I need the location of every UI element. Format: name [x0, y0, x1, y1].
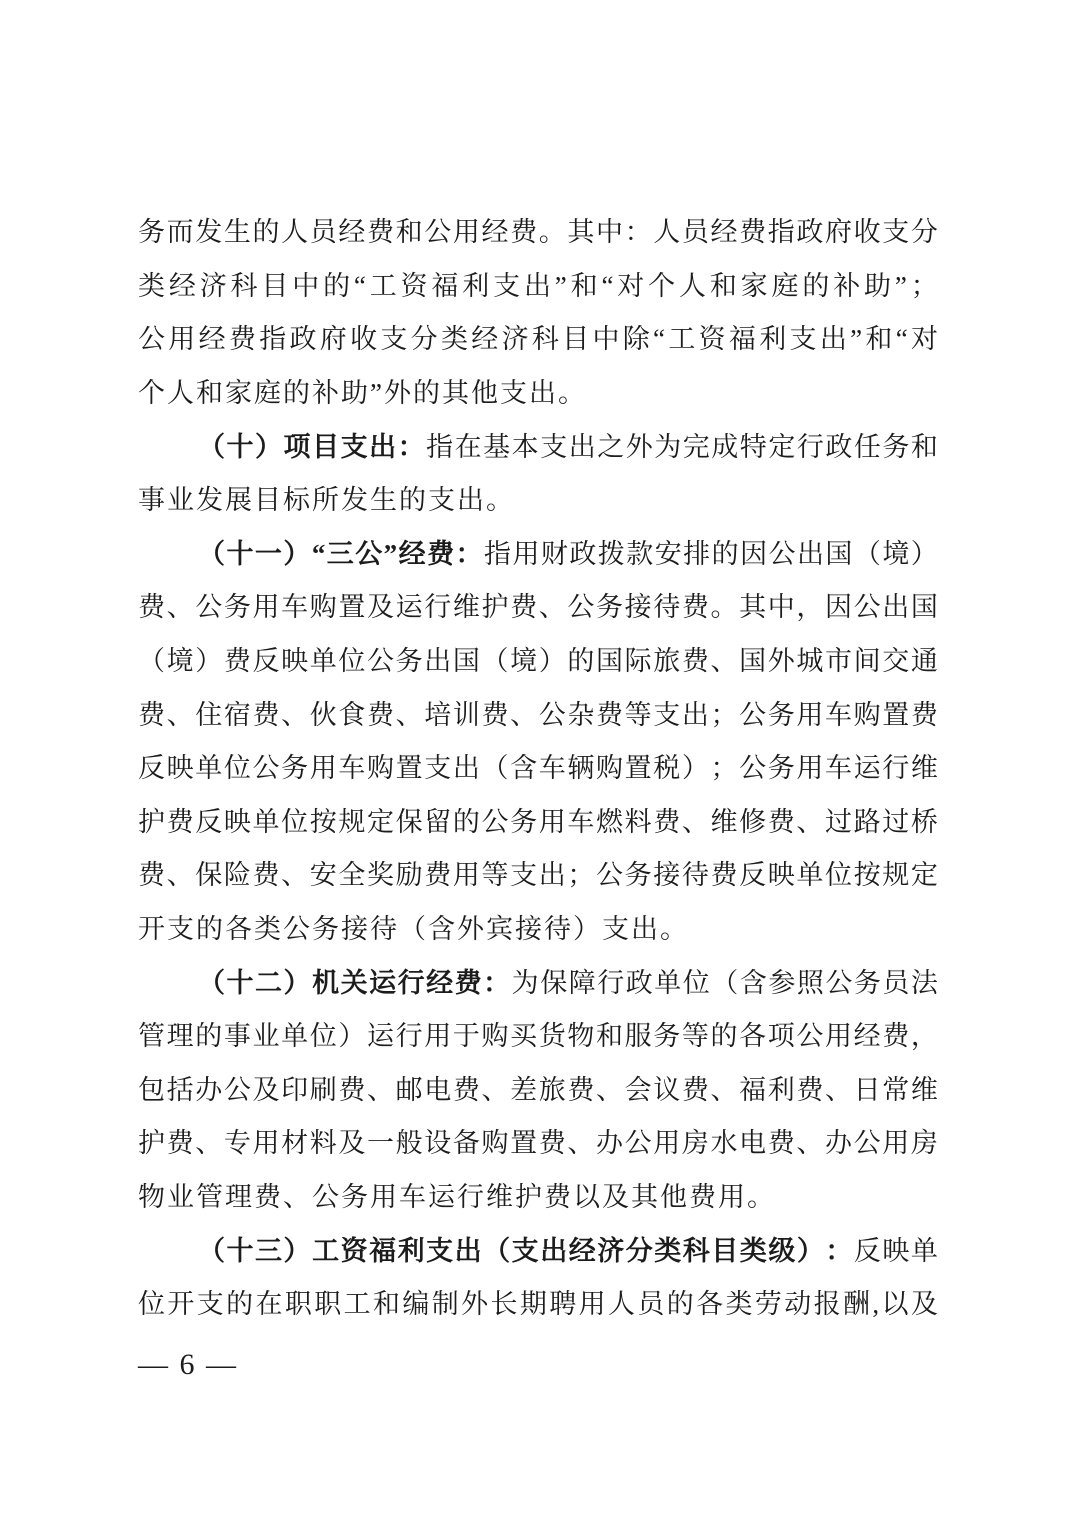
text-line: 护 费 反 映 单 位 按 规 定 保 留 的 公 务 用 车 燃 料 费 、 维 修 费 、 过 路 过 桥: [138, 806, 938, 837]
text-line: 费 、 保 险 费 、 安 全 奖 励 费 用 等 支 出 ； 公 务 接 待 费 反 映 单 位 按 规 定: [138, 860, 938, 891]
text-line: 物 业 管 理 费 、 公 务 用 车 运 行 维 护 费 以 及 其 他 费 用 。: [138, 1181, 774, 1212]
text-line: 费 、 公 务 用 车 购 置 及 运 行 维 护 费 、 公 务 接 待 费 。 其 中 ， 因 公 出 国: [138, 592, 938, 623]
text-line: 开 支 的 各 类 公 务 接 待 （ 含 外 宾 接 待 ） 支 出 。: [138, 914, 687, 945]
text-line: 个 人 和 家 庭 的 补 助 ” 外 的 其 他 支 出 。: [138, 378, 585, 409]
text-line: 费 、 住 宿 费 、 伙 食 费 、 培 训 费 、 公 杂 费 等 支 出 ； 公 务 用 车 购 置 费: [138, 699, 938, 730]
text-line: （ 十 二 ） 机 关 运 行 经 费 ： 为 保 障 行 政 单 位 （ 含 参 照 公 务 员 法: [198, 967, 938, 998]
text-line: 护 费 、 专 用 材 料 及 一 般 设 备 购 置 费 、 办 公 用 房 水 电 费 、 办 公 用 房: [138, 1128, 938, 1159]
text-line: 类 经 济 科 目 中 的 “ 工 资 福 利 支 出 ” 和 “ 对 个 人 和 家 庭 的 补 助 ” ；: [138, 270, 938, 301]
text-line: （ 十 三 ） 工 资 福 利 支 出 （ 支 出 经 济 分 类 科 目 类 级 ） ： 反 映 单: [198, 1235, 938, 1266]
text-line: 事 业 发 展 目 标 所 发 生 的 支 出 。: [138, 485, 513, 516]
document-body: [138, 206, 938, 1331]
text-line: （ 境 ） 费 反 映 单 位 公 务 出 国 （ 境 ） 的 国 际 旅 费 、 国 外 城 市 间 交 通: [138, 646, 938, 677]
text-line: 务 而 发 生 的 人 员 经 费 和 公 用 经 费 。 其 中 ： 人 员 经 费 指 政 府 收 支 分: [138, 217, 938, 248]
text-line: 公 用 经 费 指 政 府 收 支 分 类 经 济 科 目 中 除 “ 工 资 福 利 支 出 ” 和 “ 对: [138, 324, 938, 355]
text-line: 位 开 支 的 在 职 职 工 和 编 制 外 长 期 聘 用 人 员 的 各 类 劳 动 报 酬 , 以 及: [138, 1289, 938, 1320]
text-line: （ 十 ） 项 目 支 出 ： 指 在 基 本 支 出 之 外 为 完 成 特 定 行 政 任 务 和: [198, 431, 938, 462]
text-line: （ 十 一 ） “ 三 公 ” 经 费 ： 指 用 财 政 拨 款 安 排 的 因 公 出 国 （ 境 ）: [198, 538, 938, 569]
page-number: — 6 —: [138, 1348, 238, 1381]
text-line: 反 映 单 位 公 务 用 车 购 置 支 出 （ 含 车 辆 购 置 税 ） ； 公 务 用 车 运 行 维: [138, 753, 938, 784]
text-line: 管 理 的 事 业 单 位 ） 运 行 用 于 购 买 货 物 和 服 务 等 的 各 项 公 用 经 费 ，: [138, 1021, 938, 1052]
text-line: 包 括 办 公 及 印 刷 费 、 邮 电 费 、 差 旅 费 、 会 议 费 、 福 利 费 、 日 常 维: [138, 1074, 938, 1105]
